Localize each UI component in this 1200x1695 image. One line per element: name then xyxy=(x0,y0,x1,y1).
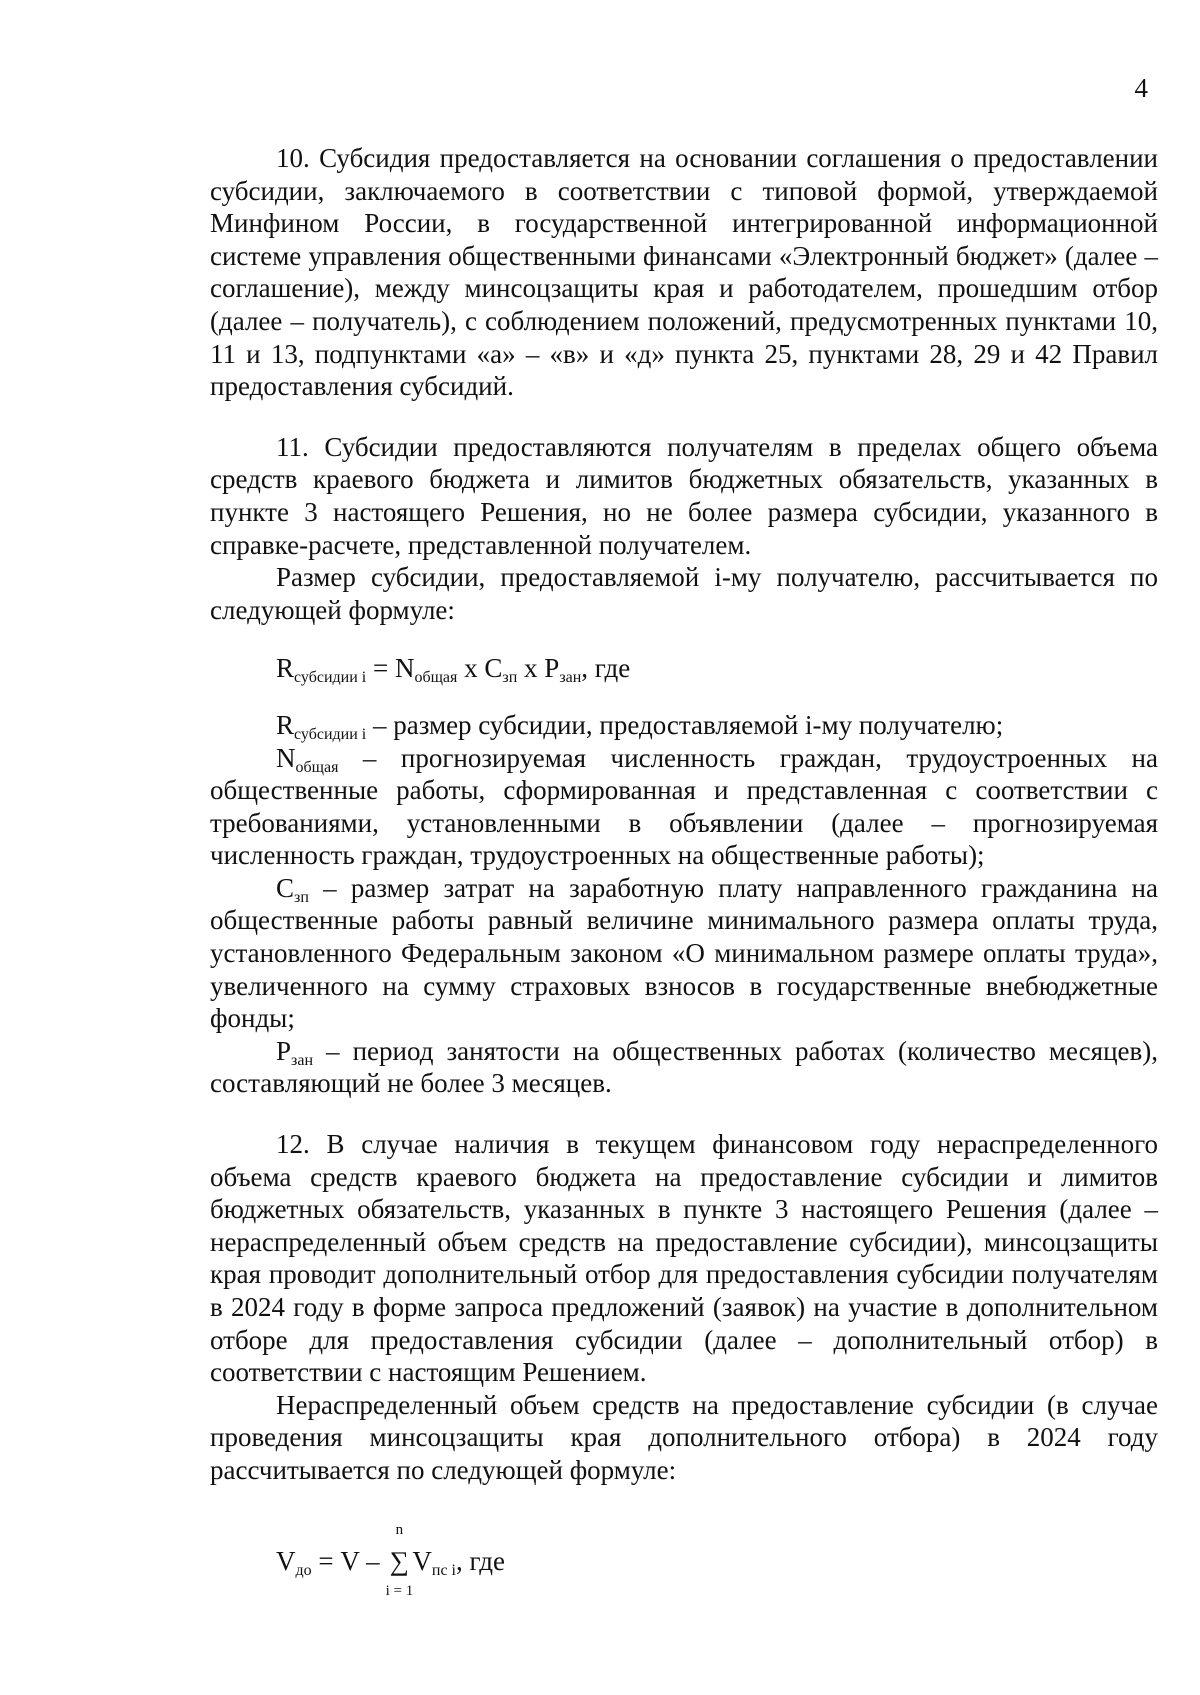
def-r-symbol: R xyxy=(276,709,295,740)
document-body xyxy=(210,142,1158,1600)
formula2-vps-symbol: V xyxy=(412,1545,432,1576)
formula-intro-1: Размер субсидии, предоставляемой i-му получателю, рассчитывается по следующей формуле: xyxy=(210,562,1158,625)
formula2-v-subscript: до xyxy=(295,1561,312,1579)
def-c-text: – размер затрат на заработную плату направленного гражданина на общественные работы равный величине минимального размера оплаты труда, установленного Федеральным законом «О минимальном размере оплаты труда», увеличенного на сумму страховых взносов в государственные внебюджетные фонды; xyxy=(210,872,1158,1034)
unallocated-volume-formula xyxy=(276,1521,1158,1600)
definition-n xyxy=(210,742,1158,872)
formula2-vps-subscript: пс i xyxy=(431,1561,456,1579)
formula-equals: = xyxy=(366,653,395,684)
def-c-symbol: C xyxy=(276,872,295,903)
summation-upper-limit: n xyxy=(395,1521,404,1538)
def-n-text: – прогнозируемая численность граждан, трудоустроенных на общественные работы, сформированная и представленная с соответствии с требованиями, установленными в объявлении (далее – прогнозируемая численность граждан, трудоустроенных на общественные работы); xyxy=(210,742,1158,871)
formula-tail: , где xyxy=(581,653,631,684)
formula2-tail: , где xyxy=(456,1545,505,1576)
formula-n-symbol: N xyxy=(394,653,415,684)
formula-n-subscript: общая xyxy=(414,669,458,687)
formula-r-symbol: R xyxy=(276,653,295,684)
definition-r xyxy=(210,709,1158,742)
formula-c-subscript: зп xyxy=(502,669,518,687)
formula-c-symbol: C xyxy=(484,653,503,684)
paragraph-12: 12. В случае наличия в текущем финансовом году нераспределенного объема средств краевого бюджета на предоставление субсидии и лимитов бюджетных обязательств, указанных в пункте 3 настоящего Решения (далее – нераспределенный объем средств на предоставление субсидии), минсоцзащиты края проводит дополнительный отбор для предоставления субсидии получателям в 2024 году в форме запроса предложений (заявок) на участие в дополнительном отборе для предоставления субсидии (далее – дополнительный отбор) в соответствии с настоящим Решением. xyxy=(210,1129,1158,1388)
formula-p-symbol: P xyxy=(544,653,560,684)
def-r-text: – размер субсидии, предоставляемой i-му получателю; xyxy=(366,709,1004,740)
formula-intro-2: Нераспределенный объем средств на предоставление субсидии (в случае проведения минсоцзащиты края дополнительного отбора) в 2024 году рассчитывается по следующей формуле: xyxy=(210,1389,1158,1485)
page-number: 4 xyxy=(1134,73,1148,103)
summation-symbol: ∑ xyxy=(389,1545,410,1576)
formula-p-subscript: зан xyxy=(559,669,582,687)
def-p-text: – период занятости на общественных работах (количество месяцев), составляющий не более 3 месяцев. xyxy=(210,1035,1158,1099)
def-n-symbol: N xyxy=(276,742,296,773)
def-r-subscript: субсидии i xyxy=(294,725,367,743)
definition-p xyxy=(210,1035,1158,1100)
subsidy-formula xyxy=(276,652,1158,685)
def-n-subscript: общая xyxy=(295,758,339,776)
paragraph-11: 11. Субсидии предоставляются получателям в пределах общего объема средств краевого бюджета и лимитов бюджетных обязательств, указанных в пункте 3 настоящего Решения, но не более размера субсидии, указанного в справке-расчете, представленной получателем. xyxy=(210,431,1158,560)
formula-r-subscript: субсидии i xyxy=(294,669,367,687)
summation-lower-limit: i = 1 xyxy=(385,1583,414,1600)
def-c-subscript: зп xyxy=(294,888,309,906)
summation-sign xyxy=(385,1521,414,1600)
def-p-symbol: P xyxy=(276,1035,292,1066)
definition-c xyxy=(210,872,1158,1035)
formula-times-2: х xyxy=(517,653,545,684)
def-p-subscript: зан xyxy=(291,1051,314,1069)
formula2-equals-v-minus: = V – xyxy=(311,1545,387,1576)
formula2-v-symbol: V xyxy=(276,1545,296,1576)
paragraph-10: 10. Субсидия предоставляется на основании соглашения о предоставлении субсидии, заключаемого в соответствии с типовой формой, утверждаемой Минфином России, в государственной интегрированной информационной системе управления общественными финансами «Электронный бюджет» (далее – соглашение), между минсоцзащиты края и работодателем, прошедшим отбор (далее – получатель), с соблюдением положений, предусмотренных пунктами 10, 11 и 13, подпунктами «а» – «в» и «д» пункта 25, пунктами 28, 29 и 42 Правил предоставления субсидий. xyxy=(210,143,1158,402)
formula-times-1: х xyxy=(457,653,485,684)
